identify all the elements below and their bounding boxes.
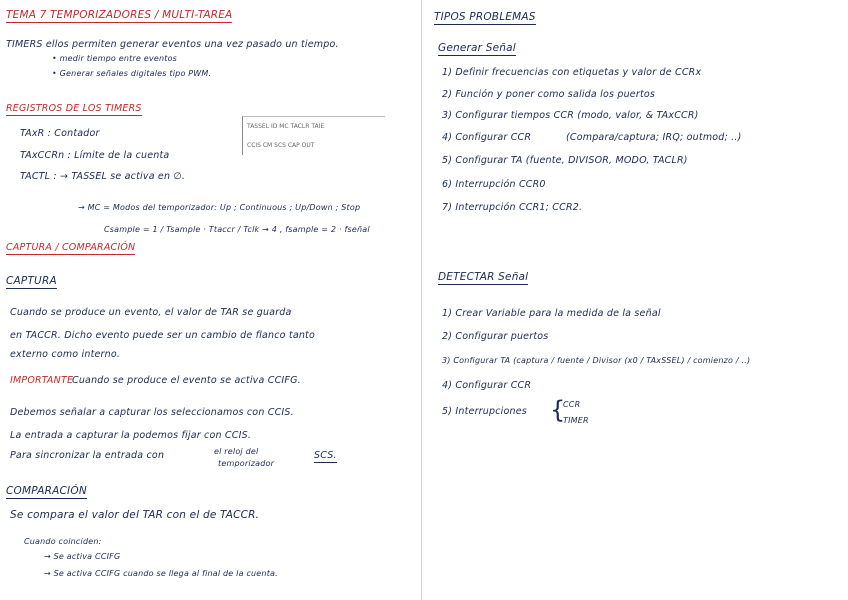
right-page-title: TIPOS PROBLEMAS — [434, 11, 536, 23]
generar-step-2: 2) Función y poner como salida los puertos — [442, 89, 656, 100]
generar-step-7: 7) Interrupción CCR1; CCR2. — [442, 202, 583, 213]
importante-label: IMPORTANTE — [10, 375, 74, 386]
generar-step-4-detail: (Compara/captura; IRQ; outmod; ..) — [566, 132, 742, 143]
comparacion-line-3: → Se activa CCIFG — [44, 552, 121, 561]
generar-senal-title: Generar Señal — [438, 42, 516, 54]
comparacion-line-4: → Se activa CCIFG cuando se llega al final de la cuenta. — [44, 569, 278, 578]
captura-paragraph-3: externo como interno. — [10, 349, 121, 360]
tar-line: TAxR : Contador — [20, 128, 100, 139]
taccrn-line: TAxCCRn : Límite de la cuenta — [20, 150, 170, 161]
detectar-senal-title: DETECTAR Señal — [438, 271, 529, 283]
comparacion-line-1: Se compara el valor del TAR con el de TACCR. — [10, 509, 260, 521]
register-diagram — [242, 116, 385, 155]
importante-text: Cuando se produce el evento se activa CCIFG. — [72, 375, 301, 386]
detectar-step-3: 3) Configurar TA (captura / fuente / Divisor (x0 / TAxSSEL) / comienzo / ..) — [442, 356, 751, 365]
captura-paragraph-2: en TACCR. Dicho evento puede ser un cambio de flanco tanto — [10, 330, 315, 341]
comparacion-title: COMPARACIÓN — [6, 485, 87, 497]
generar-step-6: 6) Interrupción CCR0 — [442, 179, 546, 190]
captura-comparacion-heading: CAPTURA / COMPARACIÓN — [6, 242, 136, 253]
page-title: TEMA 7 TEMPORIZADORES / MULTI-TAREA — [6, 9, 233, 21]
timers-line-1: TIMERS ellos permiten generar eventos una vez pasado un tiempo. — [6, 39, 339, 50]
register-diagram-row-2: CCIS CM SCS CAP OUT — [247, 142, 315, 149]
selection-line-1: Debemos señalar a capturar los seleccionamos con CCIS. — [10, 407, 294, 418]
detectar-step-5: 5) Interrupciones — [442, 406, 527, 417]
detectar-step-1: 1) Crear Variable para la medida de la señal — [442, 308, 661, 319]
brace-symbol: { — [550, 396, 566, 424]
detectar-step-5-timer: TIMER — [563, 416, 589, 425]
page-fold — [421, 0, 422, 600]
generar-step-1: 1) Definir frecuencias con etiquetas y valor de CCRx — [442, 67, 702, 78]
generar-step-3: 3) Configurar tiempos CCR (modo, valor, & TAxCCR) — [442, 110, 699, 121]
timers-line-3: • Generar señales digitales tipo PWM. — [52, 69, 212, 78]
comparacion-line-2: Cuando coinciden: — [24, 537, 102, 546]
selection-line-3-clock: el reloj del — [214, 447, 259, 456]
selection-line-3-timer: temporizador — [218, 459, 275, 468]
detectar-step-4: 4) Configurar CCR — [442, 380, 532, 391]
generar-step-4: 4) Configurar CCR — [442, 132, 532, 143]
mc-line: → MC = Modos del temporizador: Up ; Continuous ; Up/Down ; Stop — [78, 203, 361, 212]
detectar-step-5-ccr: CCR — [563, 400, 581, 409]
formula-line: Csample = 1 / Tsample · Ttaccr / Tclk → 4 , fsample = 2 · fseñal — [104, 225, 370, 234]
selection-line-2: La entrada a capturar la podemos fijar con CCIS. — [10, 430, 252, 441]
registers-title: REGISTROS DE LOS TIMERS — [6, 103, 142, 114]
selection-line-3: Para sincronizar la entrada con — [10, 450, 165, 461]
generar-step-5: 5) Configurar TA (fuente, DIVISOR, MODO, TACLR) — [442, 155, 688, 166]
register-diagram-row-1: TASSEL ID MC TACLR TAIE — [247, 123, 325, 130]
timers-line-2: • medir tiempo entre eventos — [52, 54, 178, 63]
captura-paragraph-1: Cuando se produce un evento, el valor de TAR se guarda — [10, 307, 292, 318]
selection-line-3-scs: SCS. — [314, 450, 337, 461]
detectar-step-2: 2) Configurar puertos — [442, 331, 549, 342]
tactl-line: TACTL : → TASSEL se activa en ∅. — [20, 171, 186, 182]
captura-title: CAPTURA — [6, 275, 57, 287]
